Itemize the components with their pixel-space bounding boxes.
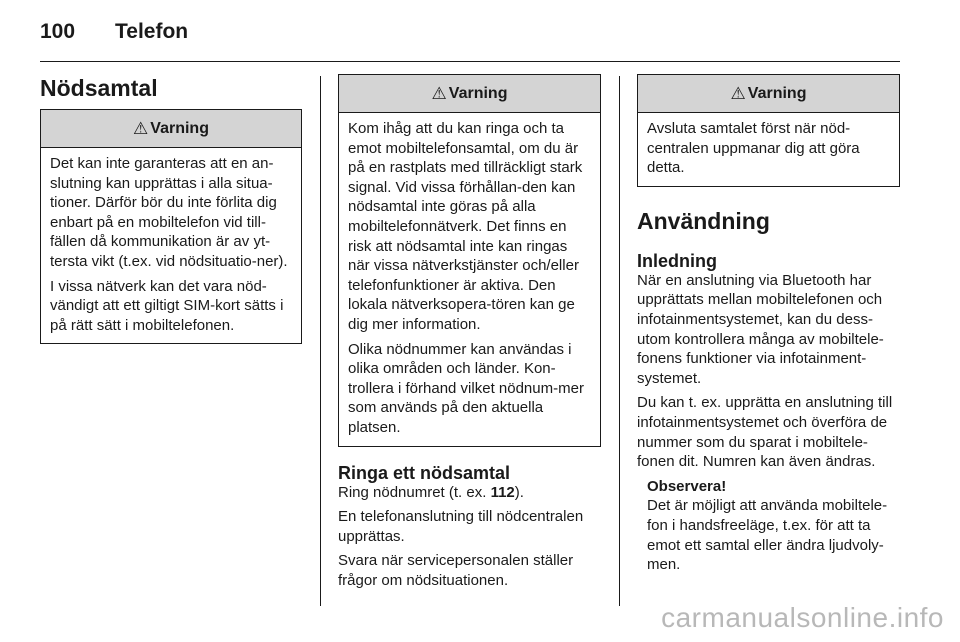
warning-triangle-icon: ⚠ [730, 83, 746, 103]
warning-paragraph: Olika nödnummer kan användas i olika områden och länder. Kon-trollera i förhand vilket nödnum-mer som används på den aktuella platsen. [348, 340, 584, 436]
emergency-number: 112 [490, 483, 515, 501]
warning-body [638, 113, 899, 186]
chapter-title: Telefon [115, 20, 189, 43]
page-number: 100 [40, 20, 76, 43]
warning-header [638, 75, 899, 113]
warning-body [339, 113, 600, 446]
paragraph: Du kan t. ex. upprätta en anslutning till infotainmentsystemet och överföra de nummer som du sparat i mobiltele-fonen dit. Numren kan även ändras. [637, 394, 893, 471]
warning-title: Varning [747, 84, 807, 102]
body-text [637, 271, 900, 575]
paragraph: En telefonanslutning till nödcentralen upprättas. [338, 508, 584, 545]
para-prefix: Ring nödnumret (t. ex. [338, 483, 491, 501]
warning-box [338, 74, 601, 447]
subsection-title-inledning: Inledning [637, 250, 717, 271]
column-1 [40, 74, 302, 344]
warning-paragraph: I vissa nätverk kan det vara nöd-vändigt att ett giltigt SIM-kort sätts i på rätt sätt i mobiltelefonen. [50, 277, 284, 334]
warning-triangle-icon: ⚠ [133, 118, 149, 138]
warning-title: Varning [150, 119, 209, 137]
column-divider-1 [320, 76, 321, 606]
watermark: carmanualsonline.info [661, 602, 944, 633]
body-text [338, 483, 601, 591]
section-title-nodsamtal: Nödsamtal [40, 75, 158, 101]
paragraph: Svara när servicepersonalen ställer frågor om nödsituationen. [338, 552, 574, 589]
warning-title: Varning [448, 84, 508, 102]
subsection-title-ringa: Ringa ett nödsamtal [338, 462, 511, 483]
warning-header [41, 110, 301, 148]
warning-box [637, 74, 900, 187]
column-2 [338, 74, 601, 595]
column-divider-2 [619, 76, 620, 606]
column-3 [637, 74, 900, 575]
warning-body [41, 148, 301, 343]
warning-paragraph: Det kan inte garanteras att en an-slutning kan upprättas i alla situa-tioner. Därför bör du inte förlita dig enbart på en mobiltelefon vid till-fällen då kommunikation är av yt-tersta vikt (t.ex. vid nödsituatio-ner). [50, 155, 288, 270]
note-title: Observera! [647, 477, 727, 495]
note-text: Det är möjligt att använda mobiltele-fon i handsfreeläge, t.ex. för att ta emot ett samtal eller ändra ljudvoly-men. [647, 497, 888, 574]
para-suffix: ). [514, 483, 524, 501]
warning-triangle-icon: ⚠ [431, 83, 447, 103]
warning-box [40, 109, 302, 344]
warning-paragraph: Kom ihåg att du kan ringa och ta emot mobiltelefonsamtal, om du är på en rastplats med tillräckligt stark signal. Vid vissa förhållan-den kan nödsamtal inte göras på alla mobiltelefonnätverk. Det finns en risk att nödsamtal inte kan ringas när vissa nätverkstjänster och/eller telefonfunktioner är aktiva. Den lokala nätverksopera-tören kan ge dig mer information. [348, 120, 583, 333]
note-box [637, 477, 900, 575]
warning-header [339, 75, 600, 113]
header-divider [40, 61, 900, 62]
paragraph-emergency-number [338, 483, 601, 503]
paragraph: När en anslutning via Bluetooth har upprättats mellan mobiltelefonen och infotainmentsystemet, kan du dess-utom kontrollera många av mobiltele-fonens funktioner via infotainment-systemet. [637, 271, 884, 387]
section-title-anvandning: Användning [637, 207, 770, 234]
warning-paragraph: Avsluta samtalet först när nöd-centralen uppmanar dig att göra detta. [647, 120, 860, 177]
